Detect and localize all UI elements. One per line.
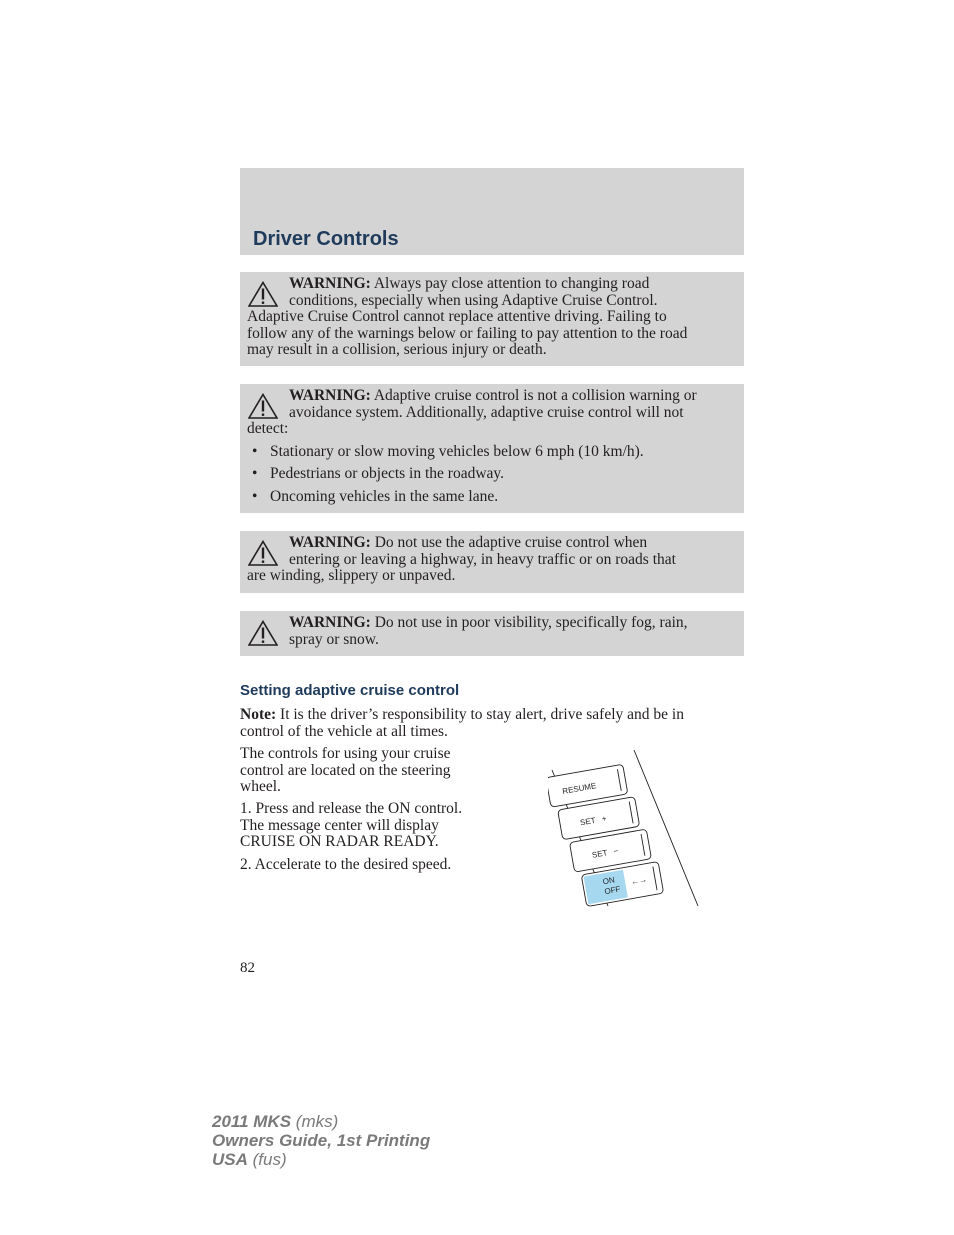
off-label: OFF (603, 884, 622, 897)
note-paragraph: Note: It is the driver’s responsibility to stay alert, drive safely and be in control of the vehicle at all times. (240, 706, 684, 740)
warning-triangle-icon (248, 540, 278, 566)
list-item: • Stationary or slow moving vehicles below 6 mph (10 km/h). (247, 444, 736, 461)
warning-box-3 (240, 531, 744, 593)
warning-text: WARNING: Do not use the adaptive cruise control when entering or leaving a highway, in heavy traffic or on roads that are winding, slippery or unpaved. (247, 534, 676, 584)
step-1-paragraph: 1. Press and release the ON control. The message center will display CRUISE ON RADAR READY. (240, 800, 463, 850)
section-header-band (240, 168, 744, 255)
list-item: • Oncoming vehicles in the same lane. (247, 489, 736, 506)
warning-triangle-icon (248, 393, 278, 419)
warning-box-4 (240, 611, 744, 656)
section-title: Setting adaptive cruise control (240, 682, 460, 699)
step-2-paragraph: 2. Accelerate to the desired speed. (240, 856, 452, 873)
warning-text: WARNING: Always pay close attention to changing road conditions, especially when using Adaptive Cruise Control. Adaptive Cruise Control cannot replace attentive driving. Failing to follow any of the warnings below or failing to pay attention to the road may result in a collision, serious injury or death. (247, 275, 688, 358)
warning-triangle-icon (248, 281, 278, 307)
gap-arrow-label: ←→ (630, 874, 648, 887)
set-plus-label: SET (579, 815, 597, 828)
footer-document-info: 2011 MKS (mks) Owners Guide, 1st Printing USA (fus) (212, 1112, 431, 1169)
controls-paragraph: The controls for using your cruise control are located on the steering wheel. (240, 745, 451, 795)
page-number: 82 (240, 960, 255, 976)
warning-text: WARNING: Do not use in poor visibility, specifically fog, rain, spray or snow. (289, 614, 688, 648)
page-title: Driver Controls (253, 228, 399, 250)
plus-label: + (601, 813, 608, 824)
on-label: ON (602, 875, 616, 887)
resume-label: RESUME (561, 781, 597, 796)
warning-box-2 (240, 384, 744, 513)
set-minus-label: SET (591, 848, 609, 860)
list-item: • Pedestrians or objects in the roadway. (247, 466, 736, 483)
warning-text: WARNING: Adaptive cruise control is not a collision warning or avoidance system. Additionally, adaptive cruise control will not detect: (247, 387, 697, 437)
cruise-control-buttons-illustration (548, 750, 700, 908)
minus-label: − (612, 846, 620, 857)
warning-box-1 (240, 272, 744, 366)
warning-triangle-icon (248, 620, 278, 646)
